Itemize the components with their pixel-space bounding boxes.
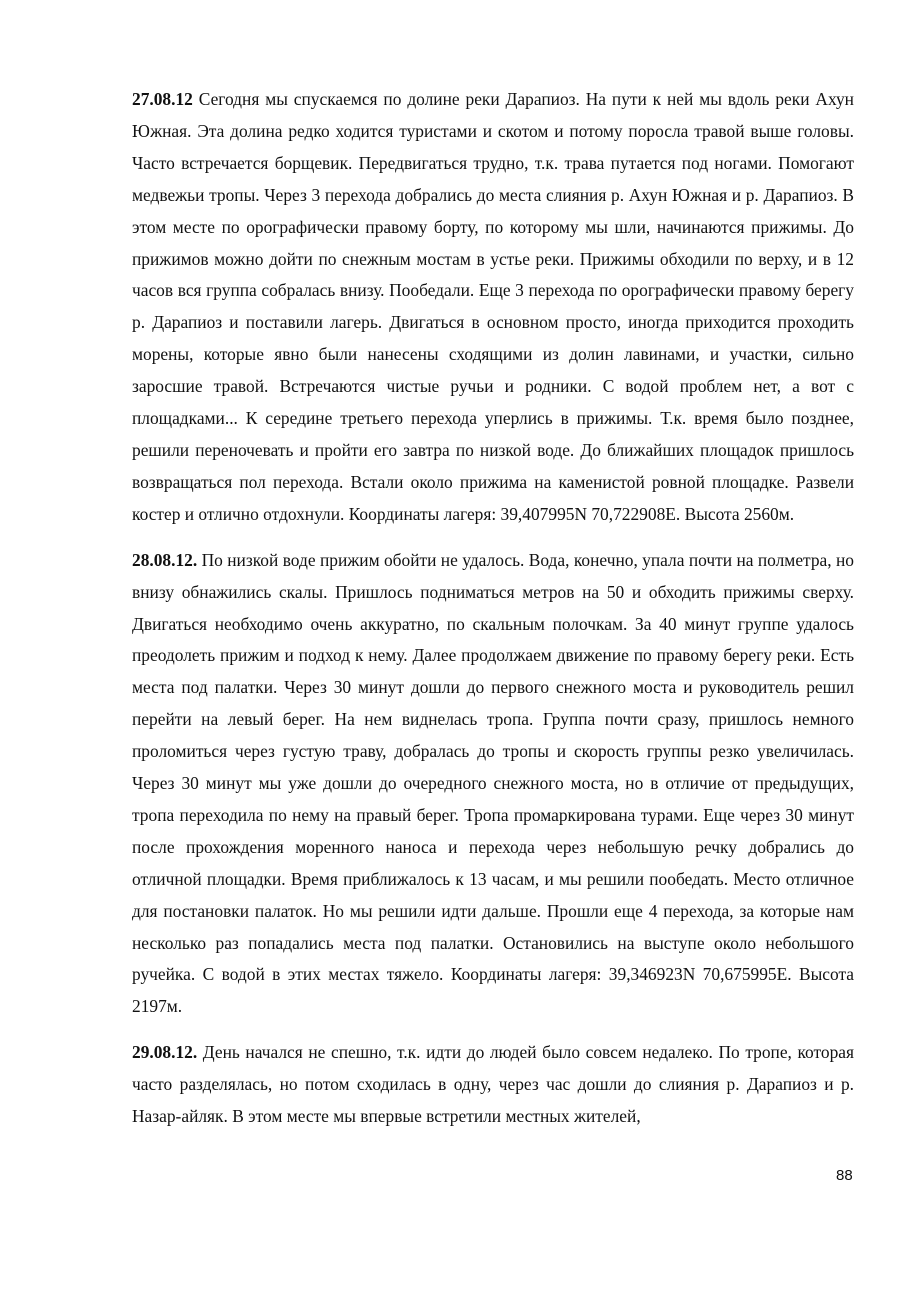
entry-text: День начался не спешно, т.к. идти до людей было совсем недалеко. По тропе, которая часто разделялась, но потом сходилась в одну, через час дошли до слияния р. Дарапиоз и р. Назар-айляк. В этом месте мы впервые встретили местных жителей, [132,1042,854,1127]
entry-date: 27.08.12 [132,89,193,109]
entry-date: 28.08.12. [132,549,198,570]
diary-entry-28-08-12 [132,545,854,1024]
diary-entry-27-08-12 [132,84,854,531]
diary-entry-29-08-12 [132,1037,854,1133]
entry-text: Сегодня мы спускаемся по долине реки Дарапиоз. На пути к ней мы вдоль реки Ахун Южная. Эта долина редко ходится туристами и скотом и потому поросла травой выше головы. Часто встречается борщевик. Передвигаться трудно, т.к. трава путается под ногами. Помогают медвежьи тропы. Через 3 перехода добрались до места слияния р. Ахун Южная и р. Дарапиоз. В этом месте по орографически правому борту, по которому мы шли, начинаются прижимы. До прижимов можно дойти по снежным мостам в устье реки. Прижимы обходили по верху, и в 12 часов вся группа собралась внизу. Пообедали. Еще 3 перехода по орографически правому берегу р. Дарапиоз и поставили лагерь. Двигаться в основном просто, иногда приходится проходить морены, которые явно были нанесены сходящими из долин лавинами, и участки, сильно заросшие травой. Встречаются чистые ручьи и родники. С водой проблем нет, а вот с площадками... К середине третьего перехода уперлись в прижимы. Т.к. время было позднее, решили переночевать и пройти его завтра по низкой воде. До ближайших площадок пришлось возвращаться пол перехода. Встали около прижима на каменистой ровной площадке. Развели костер и отлично отдохнули. Координаты лагеря: 39,407995N 70,722908E. Высота 2560м. [132,89,854,524]
page-body [132,84,854,1147]
entry-date: 29.08.12. [132,1042,198,1063]
entry-text: По низкой воде прижим обойти не удалось. Вода, конечно, упала почти на полметра, но внизу обнажились скалы. Пришлось подниматься метров на 50 и обходить прижимы сверху. Двигаться необходимо очень аккуратно, по скальным полочкам. За 40 минут группе удалось преодолеть прижим и подход к нему. Далее продолжаем движение по правому берегу реки. Есть места под палатки. Через 30 минут дошли до первого снежного моста и руководитель решил перейти на левый берег. На нем виднелась тропа. Группа почти сразу, пришлось немного проломиться через густую траву, добралась до тропы и скорость группы резко увеличилась. Через 30 минут мы уже дошли до очередного снежного моста, но в отличие от предыдущих, тропа переходила по нему на правый берег. Тропа промаркирована турами. Еще через 30 минут после прохождения моренного наноса и перехода через небольшую речку добрались до отличной площадки. Время приближалось к 13 часам, и мы решили пообедать. Место отличное для постановки палаток. Но мы решили идти дальше. Прошли еще 4 перехода, за которые нам несколько раз попадались места под палатки. Остановились на выступе около небольшого ручейка. С водой в этих местах тяжело. Координаты лагеря: 39,346923N 70,675995E. Высота 2197м. [132,549,854,1017]
page-number: 88 [836,1167,853,1184]
